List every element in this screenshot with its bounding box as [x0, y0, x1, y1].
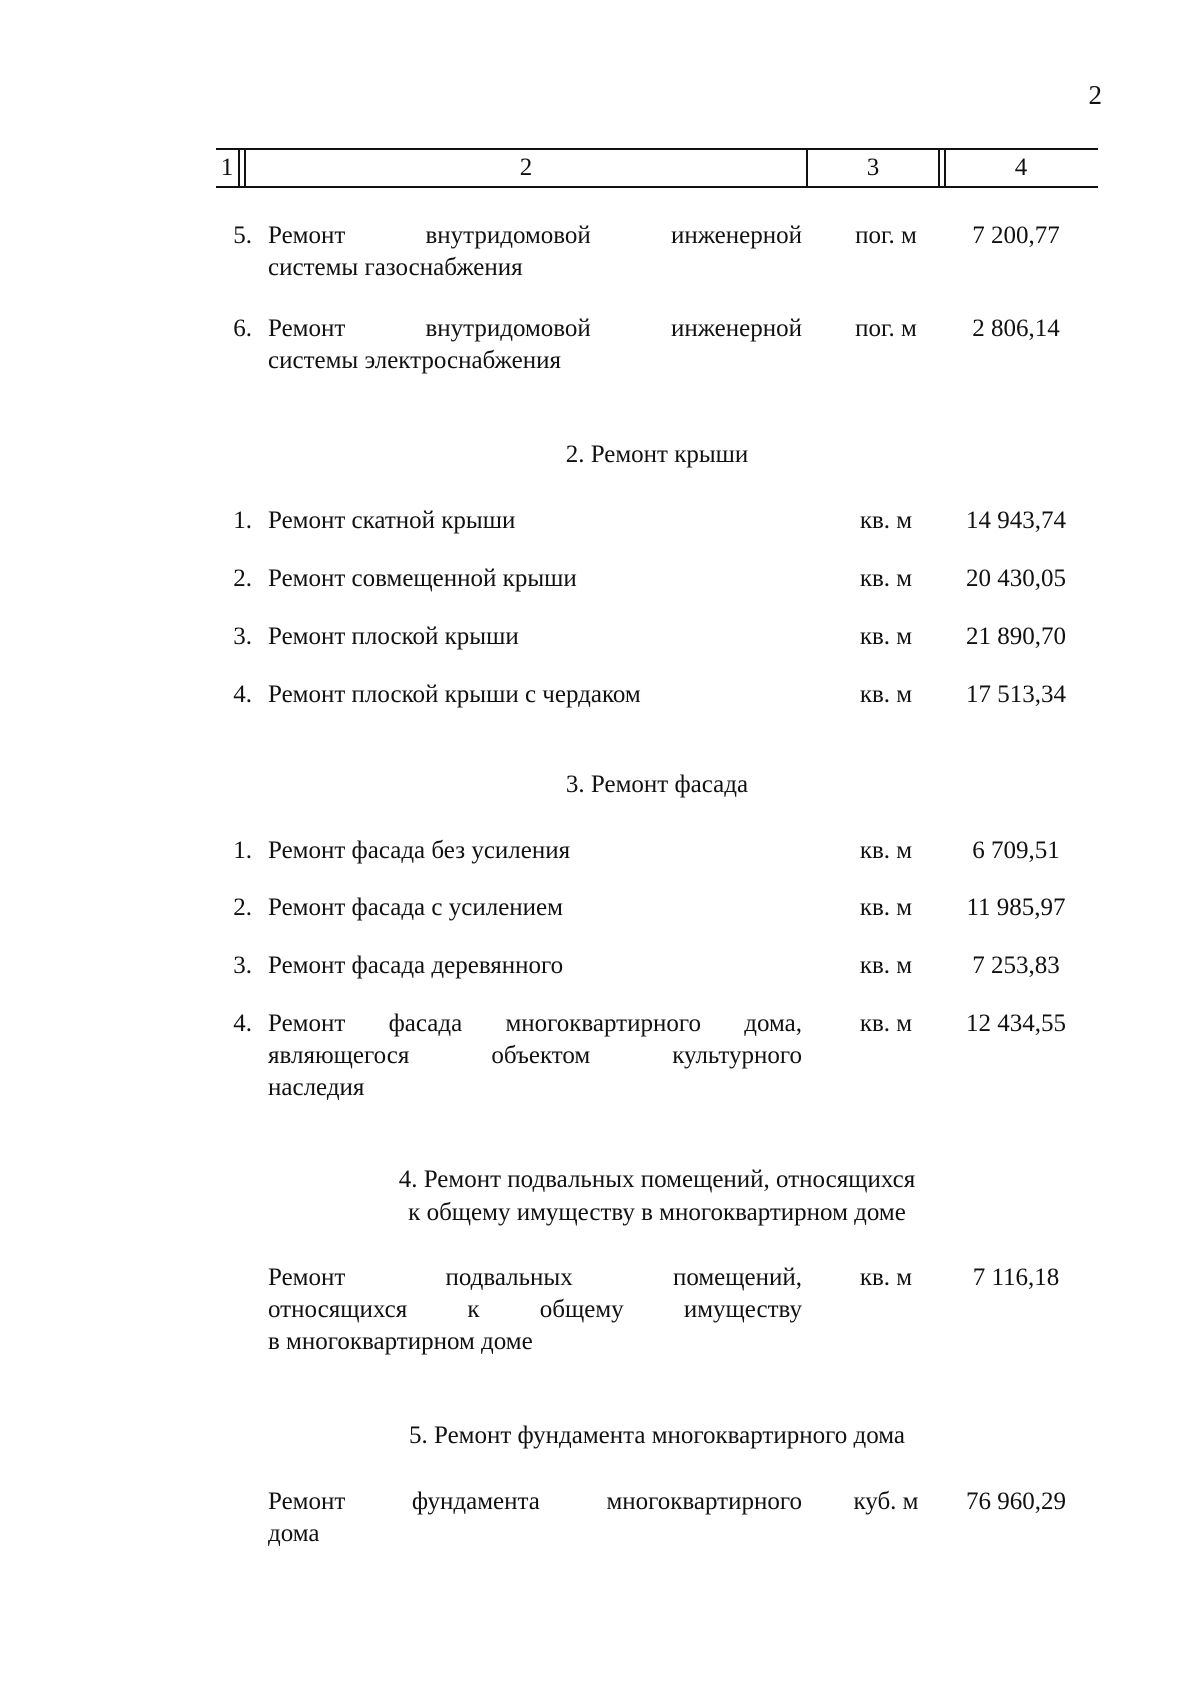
row-unit: кв. м [859, 681, 913, 708]
word: внутридомовой [425, 315, 591, 342]
section-title: 5. Ремонт фундамента многоквартирного дома [409, 1422, 905, 1449]
word: многоквартирного [505, 1010, 701, 1037]
word: подвальных [445, 1264, 573, 1291]
row-unit: кв. м [859, 1264, 913, 1291]
word: помещений, [672, 1264, 802, 1291]
row-unit: кв. м [859, 507, 913, 534]
word: наследия [268, 1074, 365, 1101]
row-number: 1. [233, 507, 252, 534]
row-unit: кв. м [859, 623, 913, 650]
row-number: 6. [233, 315, 252, 342]
page-number: 2 [1088, 80, 1102, 110]
word: дома, [744, 1010, 802, 1037]
word: относящихся [268, 1296, 408, 1323]
word: Ремонт [268, 1010, 346, 1037]
row-value: 2 806,14 [972, 315, 1060, 342]
section-title-line: к общему имуществу в многоквартирном доме [408, 1199, 906, 1226]
row-name [268, 1262, 802, 1358]
word: являющегося [268, 1042, 410, 1069]
row-unit: кв. м [859, 565, 913, 592]
row-value: 20 430,05 [966, 565, 1066, 592]
row-name: Ремонт плоской крыши [268, 623, 519, 650]
row-value: 7 200,77 [972, 222, 1060, 249]
row-number: 3. [233, 952, 252, 979]
row-name: Ремонт фасада деревянного [268, 952, 564, 979]
word: инженерной [670, 315, 802, 342]
row-name [268, 220, 802, 284]
word: общему [539, 1296, 624, 1323]
row-unit: кв. м [859, 894, 913, 921]
row-value: 11 985,97 [966, 894, 1066, 921]
section-title: 3. Ремонт фасада [565, 771, 749, 798]
row-unit: кв. м [859, 1010, 913, 1037]
row-value: 21 890,70 [966, 623, 1066, 650]
row-number: 1. [233, 837, 252, 864]
row-unit: куб. м [853, 1488, 919, 1515]
row-value: 17 513,34 [966, 681, 1066, 708]
section-title [216, 1163, 1098, 1229]
row-number: 3. [233, 623, 252, 650]
row-name: Ремонт плоской крыши с чердаком [268, 681, 641, 708]
word: системы газоснабжения [268, 254, 523, 281]
row-number: 5. [233, 222, 252, 249]
word: многоквартирного [606, 1488, 802, 1515]
word: культурного [672, 1042, 802, 1069]
header-divider [938, 150, 940, 186]
word: дома [268, 1520, 320, 1547]
header-col-4: 4 [1014, 154, 1028, 181]
word: Ремонт [268, 315, 346, 342]
word: Ремонт [268, 1264, 346, 1291]
header-col-3: 3 [866, 154, 880, 181]
word: системы электроснабжения [268, 347, 561, 374]
row-value: 76 960,29 [966, 1488, 1066, 1515]
word: Ремонт [268, 1488, 346, 1515]
section-title: 2. Ремонт крыши [565, 441, 749, 468]
row-name [268, 313, 802, 377]
row-number: 2. [233, 894, 252, 921]
row-number: 4. [233, 681, 252, 708]
header-col-2: 2 [519, 154, 533, 181]
row-unit: кв. м [859, 837, 913, 864]
row-name [268, 1008, 802, 1104]
row-name: Ремонт фасада с усилением [268, 894, 563, 921]
header-col-1: 1 [220, 154, 234, 181]
word: к [467, 1296, 480, 1323]
row-name [268, 1486, 802, 1550]
header-divider [238, 150, 240, 186]
word: внутридомовой [425, 222, 591, 249]
row-name: Ремонт скатной крыши [268, 507, 516, 534]
row-value: 14 943,74 [966, 507, 1066, 534]
word: имуществу [683, 1296, 802, 1323]
section-title-line: 4. Ремонт подвальных помещений, относящихся [398, 1166, 916, 1193]
row-value: 7 253,83 [972, 952, 1060, 979]
row-number: 4. [233, 1010, 252, 1037]
word: объектом [491, 1042, 591, 1069]
word: фасада [388, 1010, 463, 1037]
row-value: 6 709,51 [972, 837, 1060, 864]
word: в многоквартирном доме [268, 1328, 533, 1355]
word: Ремонт [268, 222, 346, 249]
row-unit: пог. м [855, 315, 917, 342]
row-value: 7 116,18 [972, 1264, 1060, 1291]
row-unit: пог. м [855, 222, 917, 249]
row-name: Ремонт совмещенной крыши [268, 565, 577, 592]
word: инженерной [670, 222, 802, 249]
word: фундамента [411, 1488, 540, 1515]
row-unit: кв. м [859, 952, 913, 979]
row-number: 2. [233, 565, 252, 592]
table-header [216, 148, 1098, 188]
row-name: Ремонт фасада без усиления [268, 837, 571, 864]
row-value: 12 434,55 [966, 1010, 1066, 1037]
